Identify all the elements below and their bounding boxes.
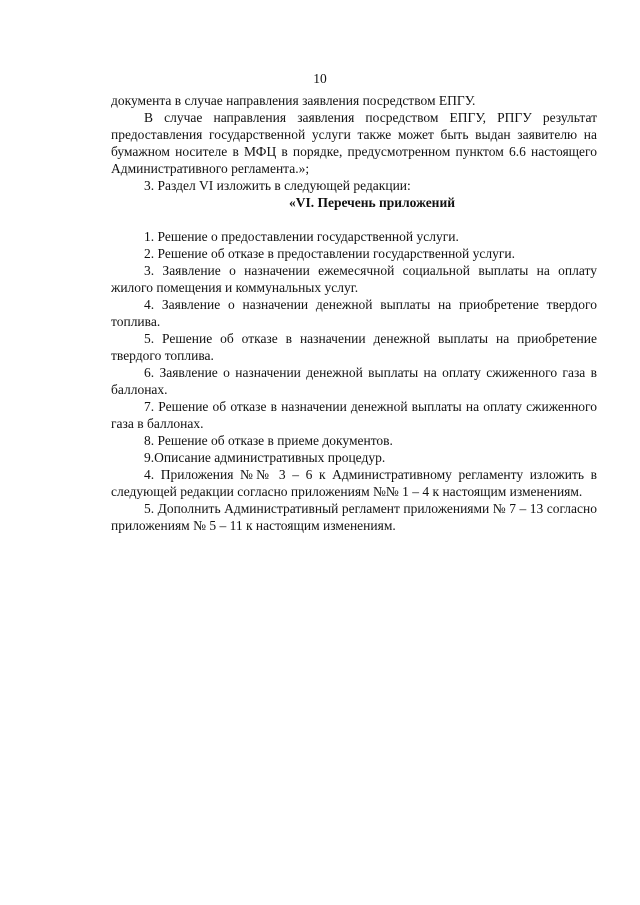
- page-number: 10: [313, 71, 327, 86]
- list-item-9: 9.Описание административных процедур.: [144, 450, 386, 465]
- list-item-5: 5. Решение об отказе в назначении денежной выплаты на приобретение твердого топлива.: [111, 331, 597, 363]
- list-item-3: 3. Заявление о назначении ежемесячной социальной выплаты на оплату жилого помещения и коммунальных услуг.: [111, 263, 597, 295]
- list-item-1: 1. Решение о предоставлении государственной услуги.: [144, 229, 459, 244]
- list-item-4: 4. Заявление о назначении денежной выплаты на приобретение твердого топлива.: [111, 297, 597, 329]
- list-item-2: 2. Решение об отказе в предоставлении государственной услуги.: [144, 246, 516, 261]
- paragraph-appendices-add: 5. Дополнить Административный регламент приложениями № 7 – 13 согласно приложениям № 5 – 11 к настоящим изменениям.: [111, 501, 597, 533]
- document-body: [111, 92, 597, 534]
- paragraph-continuation: документа в случае направления заявления посредством ЕПГУ.: [111, 93, 476, 108]
- list-item-6: 6. Заявление о назначении денежной выплаты на оплату сжиженного газа в баллонах.: [111, 365, 597, 397]
- paragraph-appendices-replace: 4. Приложения №№ 3 – 6 к Административному регламенту изложить в следующей редакции согласно приложениям №№ 1 – 4 к настоящим изменениям.: [111, 467, 597, 499]
- paragraph-epgu-result: В случае направления заявления посредством ЕПГУ, РПГУ результат предоставления государственной услуги также может быть выдан заявителю на бумажном носителе в МФЦ в порядке, предусмотренном пунктом 6.6 настоящего Административного регламента.»;: [111, 110, 597, 176]
- section-heading: «VI. Перечень приложений: [288, 195, 456, 210]
- list-item-7: 7. Решение об отказе в назначении денежной выплаты на оплату сжиженного газа в баллонах.: [111, 399, 597, 431]
- paragraph-section-vi-instruction: 3. Раздел VI изложить в следующей редакции:: [144, 178, 411, 193]
- list-item-8: 8. Решение об отказе в приеме документов.: [144, 433, 393, 448]
